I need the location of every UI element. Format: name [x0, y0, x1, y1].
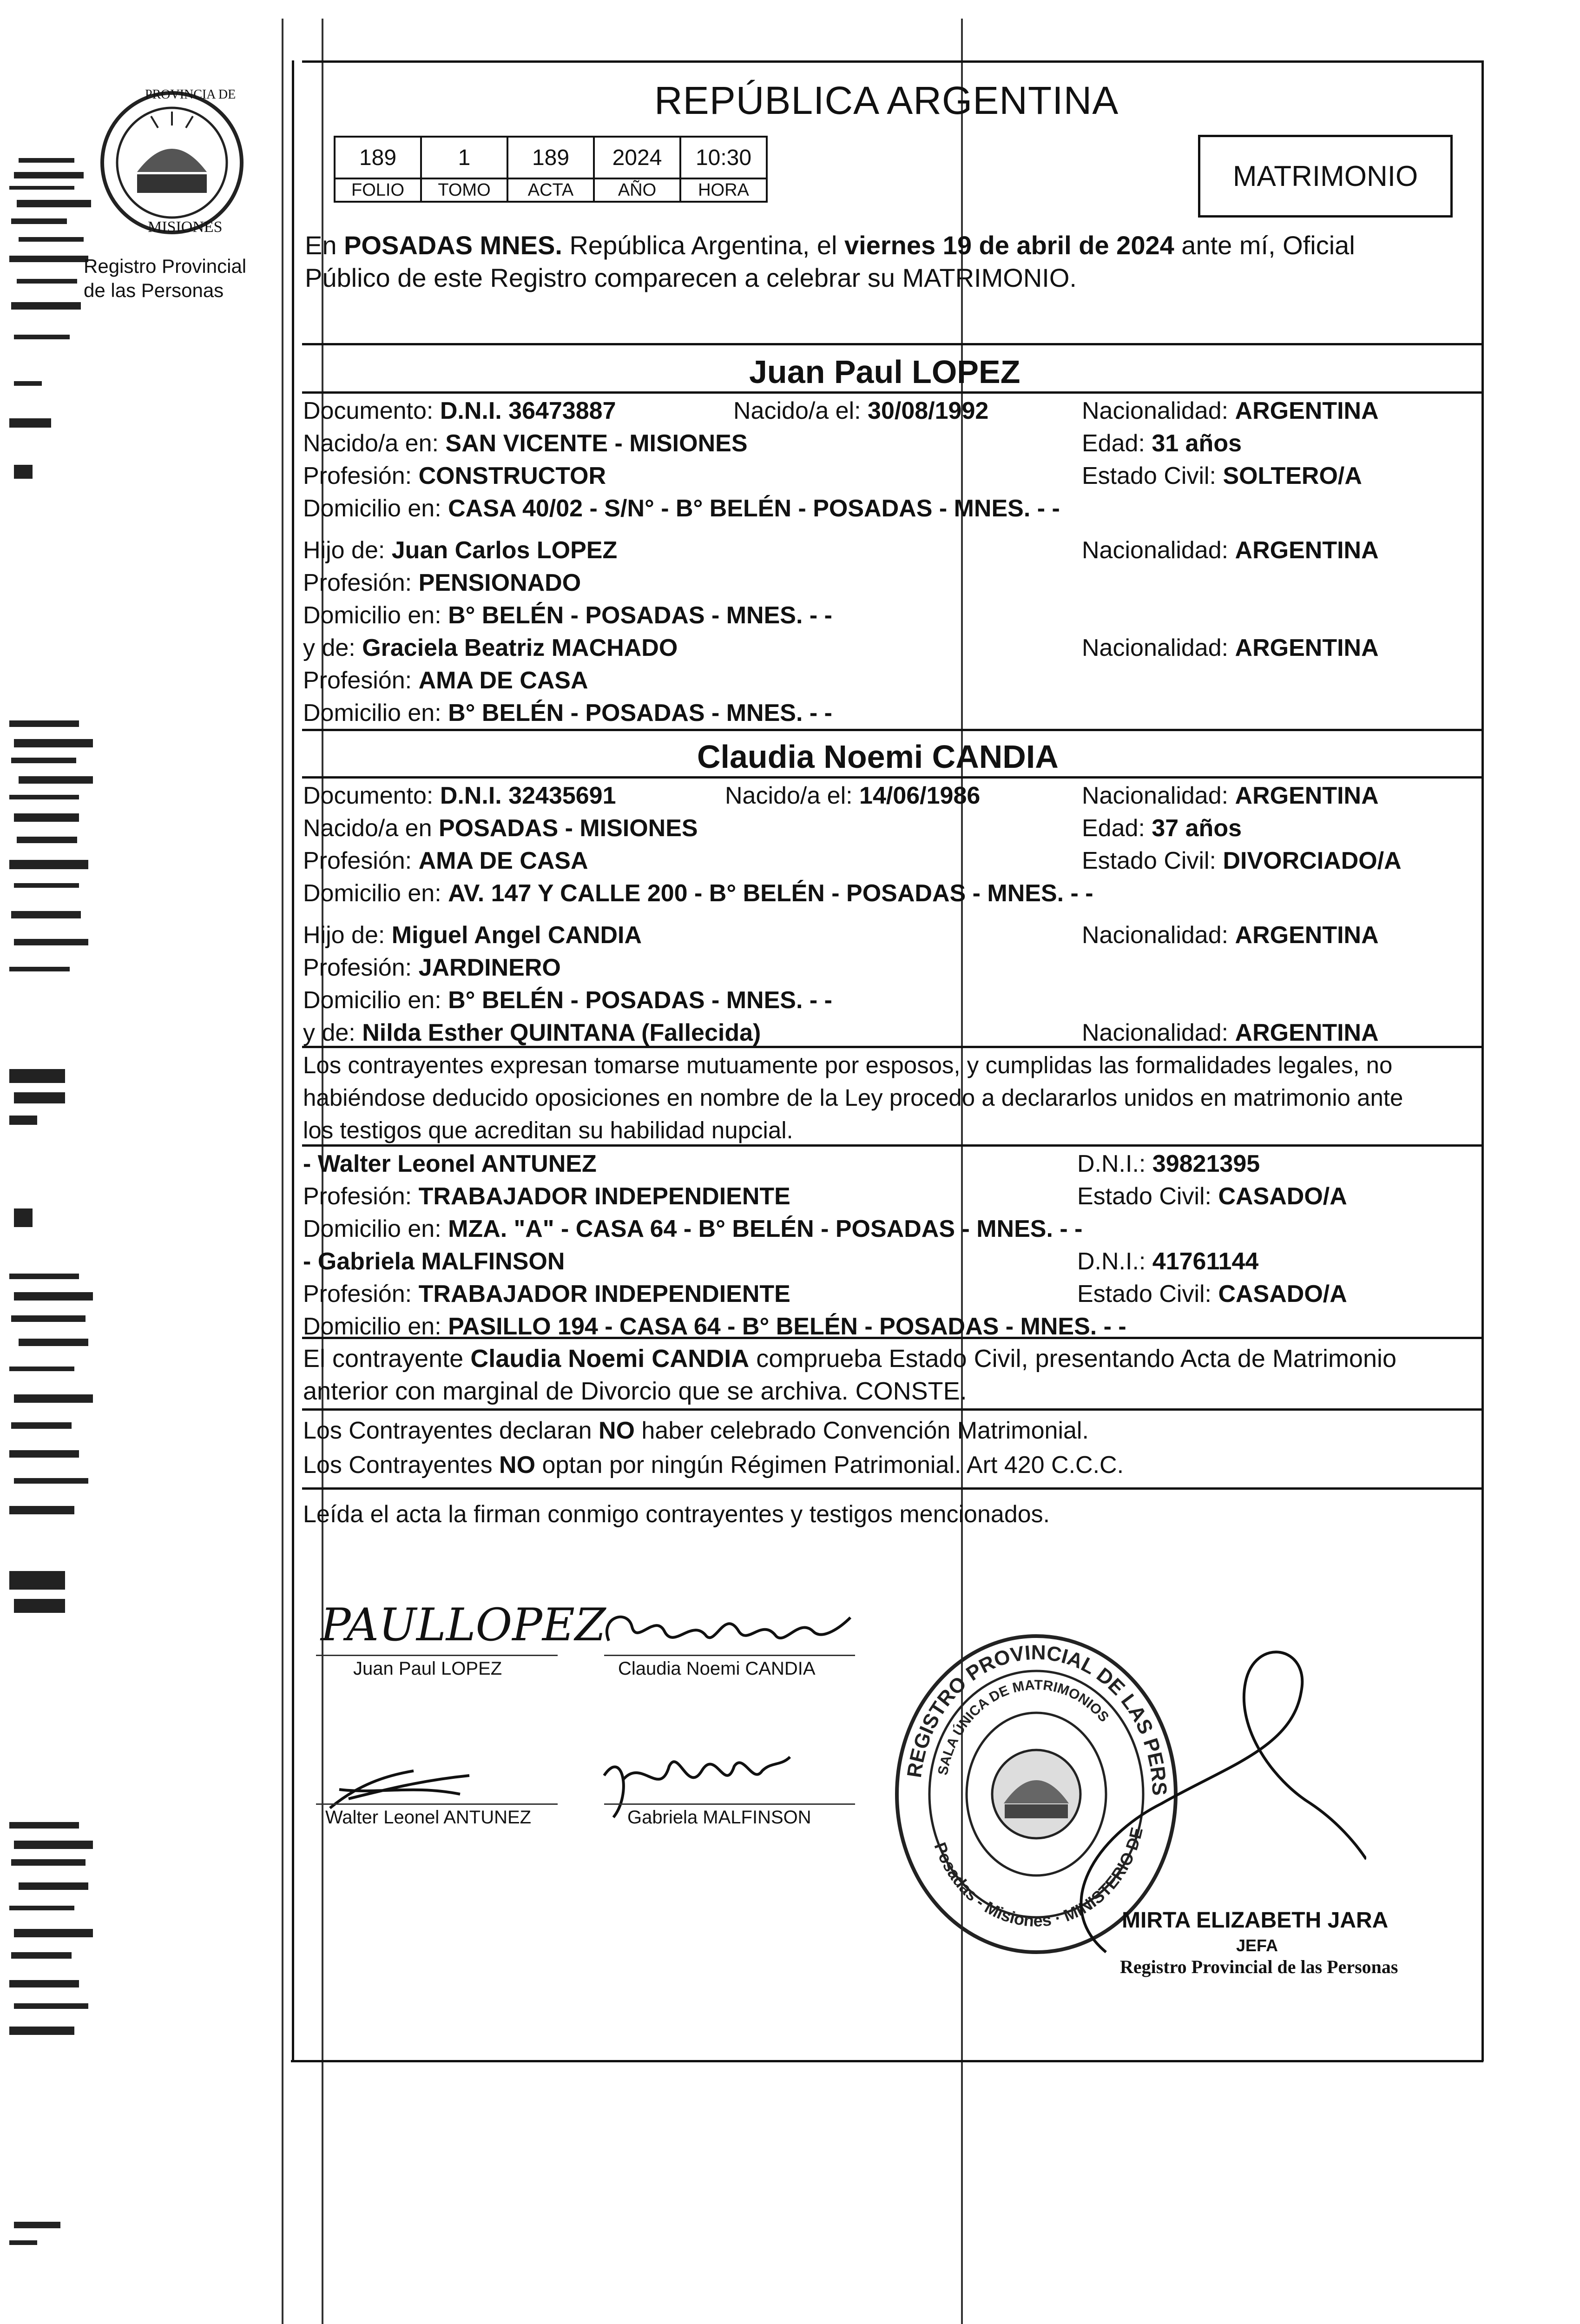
emblem-text-bottom: MISIONES [148, 218, 223, 236]
groom-father-prof-value: PENSIONADO [418, 569, 581, 596]
intro-line-1 [305, 232, 1355, 258]
groom-name: Juan Paul LOPEZ [749, 354, 1020, 390]
convention-1-suffix: haber celebrado Convención Matrimonial. [634, 1417, 1089, 1444]
rule-groom-name [302, 391, 1483, 394]
witness-1-civil-status [1077, 1184, 1347, 1208]
witness-1-name: - Walter Leonel ANTUNEZ [303, 1150, 597, 1177]
anio-value: 2024 [594, 137, 680, 178]
groom-mother-dom-value: B° BELÉN - POSADAS - MNES. - - [448, 700, 832, 726]
seal-outer-text: REGISTRO PROVINCIAL DE LAS PERS [902, 1641, 1171, 1796]
declaration-line-1: Los contrayentes expresan tomarse mutuamente por esposos, y cumplidas las formalidades legales, no [303, 1052, 1393, 1078]
groom-age [1082, 431, 1242, 456]
bride-dom-label: Domicilio en: [303, 880, 448, 907]
folio-label: FOLIO [335, 178, 421, 202]
groom-father-address [303, 603, 832, 627]
seal-bottom-text: Posadas - Misiones · MINISTERIO DE [930, 1825, 1147, 1930]
groom-signature: PAULLOPEZ [321, 1599, 606, 1651]
note-prefix: El contrayente [303, 1345, 471, 1373]
note-line-1 [303, 1346, 1396, 1371]
bride-mother-label: y de: [303, 1019, 362, 1046]
witness-1-dni-value: 39821395 [1152, 1150, 1260, 1177]
bride-age [1082, 816, 1242, 840]
groom-document [303, 399, 616, 423]
groom-dom-label: Domicilio en: [303, 495, 448, 522]
witness-1-address [303, 1217, 1082, 1241]
rule-bride-top [302, 729, 1483, 731]
frame-right [1481, 60, 1484, 2061]
witness-1-dom-value: MZA. "A" - CASA 64 - B° BELÉN - POSADAS - MNES. - - [448, 1215, 1083, 1242]
groom-signature-line [316, 1655, 558, 1656]
groom-nationality [1082, 399, 1379, 423]
witness-1-prof-value: TRABAJADOR INDEPENDIENTE [418, 1183, 790, 1210]
folio-value: 189 [335, 137, 421, 178]
frame-left [292, 60, 294, 2061]
convention-1-prefix: Los Contrayentes declaran [303, 1417, 599, 1444]
convention-line-1 [303, 1419, 1089, 1443]
groom-father-nat-value: ARGENTINA [1235, 537, 1379, 564]
groom-civil-value: SOLTERO/A [1223, 462, 1362, 489]
groom-nat-label: Nacionalidad: [1082, 397, 1235, 424]
intro-date: viernes 19 de abril de 2024 [844, 231, 1174, 260]
note-name: Claudia Noemi CANDIA [470, 1345, 750, 1373]
bride-father-address [303, 988, 832, 1012]
bride-age-value: 37 años [1152, 815, 1242, 842]
groom-mother-nat-value: ARGENTINA [1235, 634, 1379, 661]
intro-line-2: Público de este Registro comparecen a celebrar su MATRIMONIO. [305, 263, 1077, 292]
witness-1-dni-label: D.N.I.: [1077, 1150, 1152, 1177]
groom-birthplace [303, 431, 748, 456]
bride-father-nationality [1082, 923, 1379, 947]
official-title: JEFA [1236, 1936, 1278, 1955]
groom-mother [303, 636, 678, 660]
margin-line-left [282, 19, 283, 2324]
groom-age-value: 31 años [1152, 430, 1242, 457]
bride-father-nat-label: Nacionalidad: [1082, 922, 1235, 949]
witness-2-dom-label: Domicilio en: [303, 1313, 448, 1340]
bride-mother-value: Nilda Esther QUINTANA (Fallecida) [362, 1019, 761, 1046]
witness-1-dom-label: Domicilio en: [303, 1215, 448, 1242]
groom-father-label: Hijo de: [303, 537, 392, 564]
groom-mother-label: y de: [303, 634, 362, 661]
rule-after-intro [302, 343, 1483, 345]
bride-nat-label: Nacionalidad: [1082, 782, 1235, 809]
witness-2-signature-caption: Gabriela MALFINSON [627, 1807, 811, 1828]
rule-witness-top [302, 1144, 1483, 1147]
registry-name-line1: Registro Provincial [84, 255, 247, 277]
hora-label: HORA [680, 178, 767, 202]
rule-convention-top [302, 1408, 1483, 1411]
groom-mother-prof-value: AMA DE CASA [418, 667, 588, 694]
intro-mid: República Argentina, el [562, 231, 844, 260]
note-line-2: anterior con marginal de Divorcio que se archiva. CONSTE. [303, 1377, 967, 1405]
groom-address [303, 496, 1060, 521]
hora-value: 10:30 [680, 137, 767, 178]
scan-edge-noise [0, 139, 93, 2324]
bride-place-value: POSADAS - MISIONES [438, 815, 698, 842]
bride-father-label: Hijo de: [303, 922, 392, 949]
rule-closing-top [302, 1487, 1483, 1490]
bride-father [303, 923, 642, 947]
bride-father-prof-label: Profesión: [303, 954, 419, 981]
groom-born-label: Nacido/a el: [733, 397, 868, 424]
witness-2-address [303, 1314, 1126, 1339]
convention-2-suffix: optan por ningún Régimen Patrimonial. Art 420 C.C.C. [535, 1452, 1124, 1479]
bride-mother [303, 1021, 761, 1045]
groom-doc-label: Documento: [303, 397, 440, 424]
groom-mother-value: Graciela Beatriz MACHADO [362, 634, 678, 661]
tomo-value: 1 [421, 137, 507, 178]
intro-suffix: ante mí, Oficial [1174, 231, 1355, 260]
groom-prof-label: Profesión: [303, 462, 419, 489]
bride-father-dom-label: Domicilio en: [303, 987, 448, 1014]
declaration-line-2: habiéndose deducido oposiciones en nombre de la Ley procedo a declararlos unidos en matrimonio ante [303, 1084, 1403, 1111]
groom-profession [303, 464, 606, 488]
convention-line-2 [303, 1453, 1124, 1477]
bride-civil-status [1082, 849, 1402, 873]
groom-mother-address [303, 701, 832, 725]
acta-value: 189 [507, 137, 594, 178]
groom-born-value: 30/08/1992 [868, 397, 989, 424]
groom-mother-nat-label: Nacionalidad: [1082, 634, 1235, 661]
bride-name: Claudia Noemi CANDIA [697, 739, 1059, 775]
groom-mother-prof-label: Profesión: [303, 667, 419, 694]
closing-statement: Leída el acta la firman conmigo contrayentes y testigos mencionados. [303, 1501, 1050, 1528]
registry-name-line2: de las Personas [84, 279, 224, 301]
bride-document [303, 784, 616, 808]
groom-father-nat-label: Nacionalidad: [1082, 537, 1235, 564]
groom-father-profession [303, 571, 581, 595]
bride-prof-value: AMA DE CASA [418, 847, 588, 874]
witness-2-name: - Gabriela MALFINSON [303, 1248, 565, 1275]
groom-civil-label: Estado Civil: [1082, 462, 1223, 489]
bride-dom-value: AV. 147 Y CALLE 200 - B° BELÉN - POSADAS - MNES. - - [448, 880, 1093, 907]
bride-born-value: 14/06/1986 [859, 782, 981, 809]
record-type-box [1198, 135, 1453, 218]
bride-signature-caption: Claudia Noemi CANDIA [618, 1658, 816, 1679]
witness-2-civil-status [1077, 1282, 1347, 1306]
witness-2-civil-value: CASADO/A [1218, 1281, 1347, 1307]
bride-civil-value: DIVORCIADO/A [1223, 847, 1402, 874]
groom-mother-dom-label: Domicilio en: [303, 700, 448, 726]
witness-1-prof-label: Profesión: [303, 1183, 419, 1210]
bride-address [303, 881, 1093, 905]
convention-2-no: NO [499, 1452, 536, 1479]
frame-bottom [291, 2060, 1483, 2062]
groom-dom-value: CASA 40/02 - S/N° - B° BELÉN - POSADAS - MNES. - - [448, 495, 1060, 522]
witness-2-dni-label: D.N.I.: [1077, 1248, 1152, 1275]
witness-2-dni [1077, 1249, 1258, 1274]
groom-signature-caption: Juan Paul LOPEZ [353, 1658, 502, 1679]
intro-place: POSADAS MNES. [344, 231, 562, 260]
bride-doc-value: D.N.I. 32435691 [440, 782, 616, 809]
bride-birthdate [725, 784, 980, 808]
declaration-line-3: los testigos que acreditan su habilidad nupcial. [303, 1117, 793, 1143]
groom-father [303, 538, 617, 562]
bride-signature-line [604, 1655, 855, 1656]
groom-prof-value: CONSTRUCTOR [418, 462, 606, 489]
bride-father-nat-value: ARGENTINA [1235, 922, 1379, 949]
official-office: Registro Provincial de las Personas [1120, 1956, 1398, 1977]
acta-label: ACTA [507, 178, 594, 202]
bride-place-label: Nacido/a en [303, 815, 439, 842]
witness-1-civil-label: Estado Civil: [1077, 1183, 1218, 1210]
seal-inner-text: SALA ÚNICA DE MATRIMONIOS [935, 1677, 1112, 1776]
tomo-label: TOMO [421, 178, 507, 202]
groom-mother-profession [303, 668, 588, 693]
record-type-label: MATRIMONIO [1232, 160, 1418, 192]
groom-father-nationality [1082, 538, 1379, 562]
witness-2-civil-label: Estado Civil: [1077, 1281, 1218, 1307]
groom-nat-value: ARGENTINA [1235, 397, 1379, 424]
bride-born-label: Nacido/a el: [725, 782, 860, 809]
groom-father-prof-label: Profesión: [303, 569, 419, 596]
groom-mother-nationality [1082, 636, 1379, 660]
bride-father-value: Miguel Angel CANDIA [391, 922, 642, 949]
bride-nat-value: ARGENTINA [1235, 782, 1379, 809]
groom-father-value: Juan Carlos LOPEZ [391, 537, 618, 564]
bride-mother-nationality [1082, 1021, 1379, 1045]
convention-2-prefix: Los Contrayentes [303, 1452, 500, 1479]
bride-father-dom-value: B° BELÉN - POSADAS - MNES. - - [448, 987, 832, 1014]
bride-nationality [1082, 784, 1379, 808]
rule-bride-name [302, 776, 1483, 779]
bride-prof-label: Profesión: [303, 847, 419, 874]
emblem-text-top: PROVINCIA DE [145, 87, 236, 102]
bride-mother-nat-value: ARGENTINA [1235, 1019, 1379, 1046]
document-title: REPÚBLICA ARGENTINA [654, 79, 1119, 122]
witness-1-signature-caption: Walter Leonel ANTUNEZ [325, 1807, 532, 1828]
groom-doc-value: D.N.I. 36473887 [440, 397, 616, 424]
witness-1-profession [303, 1184, 790, 1208]
witness-1-civil-value: CASADO/A [1218, 1183, 1347, 1210]
official-name: MIRTA ELIZABETH JARA [1122, 1908, 1389, 1933]
witness-1-signature-line [316, 1803, 558, 1805]
bride-profession [303, 849, 588, 873]
bride-doc-label: Documento: [303, 782, 440, 809]
witness-2-profession [303, 1282, 790, 1306]
witness-2-signature-line [604, 1803, 855, 1805]
bride-civil-label: Estado Civil: [1082, 847, 1223, 874]
bride-father-profession [303, 956, 561, 980]
bride-age-label: Edad: [1082, 815, 1152, 842]
witness-2-dom-value: PASILLO 194 - CASA 64 - B° BELÉN - POSADAS - MNES. - - [448, 1313, 1126, 1340]
convention-1-no: NO [598, 1417, 635, 1444]
groom-father-dom-value: B° BELÉN - POSADAS - MNES. - - [448, 602, 832, 629]
bride-birthplace [303, 816, 698, 840]
groom-father-dom-label: Domicilio en: [303, 602, 448, 629]
witness-2-prof-label: Profesión: [303, 1281, 419, 1307]
folio-table [334, 136, 768, 203]
groom-place-label: Nacido/a en: [303, 430, 446, 457]
bride-father-prof-value: JARDINERO [418, 954, 561, 981]
bride-mother-nat-label: Nacionalidad: [1082, 1019, 1235, 1046]
witness-2-dni-value: 41761144 [1152, 1248, 1259, 1275]
groom-place-value: SAN VICENTE - MISIONES [445, 430, 748, 457]
groom-age-label: Edad: [1082, 430, 1152, 457]
note-suffix: comprueba Estado Civil, presentando Acta de Matrimonio [749, 1345, 1397, 1373]
frame-top [302, 60, 1483, 63]
witness-1-dni [1077, 1152, 1260, 1176]
groom-civil-status [1082, 464, 1362, 488]
anio-label: AÑO [594, 178, 680, 202]
provincial-emblem [93, 84, 251, 242]
witness-2-prof-value: TRABAJADOR INDEPENDIENTE [418, 1281, 790, 1307]
intro-prefix: En [305, 231, 344, 260]
bride-signature [599, 1599, 860, 1662]
groom-birthdate [733, 399, 988, 423]
